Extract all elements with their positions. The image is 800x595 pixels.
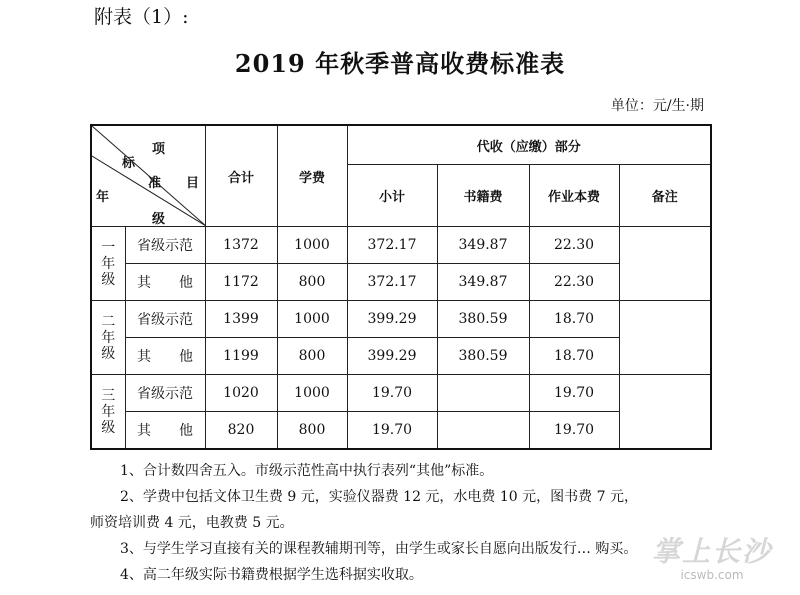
book-cell xyxy=(437,412,529,450)
workbook-cell: 19.70 xyxy=(529,375,619,412)
tuition-cell: 1000 xyxy=(277,375,347,412)
total-cell: 1372 xyxy=(205,227,277,264)
note-1: 1、合计数四舍五入。市级示范性高中执行表列“其他”标准。 xyxy=(120,463,494,479)
subtotal-cell: 19.70 xyxy=(347,412,437,450)
diag-item-label: 项 xyxy=(152,142,166,157)
header-subtotal: 小计 xyxy=(347,165,437,227)
header-collected-group: 代收（应缴）部分 xyxy=(347,125,711,165)
book-cell: 380.59 xyxy=(437,338,529,375)
tuition-cell: 1000 xyxy=(277,227,347,264)
workbook-cell: 22.30 xyxy=(529,227,619,264)
workbook-cell: 18.70 xyxy=(529,301,619,338)
table-row xyxy=(91,375,711,412)
header-workbook-fee: 作业本费 xyxy=(529,165,619,227)
table-row xyxy=(91,412,711,450)
note-2-continued: 师资培训费 4 元，电教费 5 元。 xyxy=(90,515,294,531)
fee-table xyxy=(90,124,712,450)
category-cell: 其 他 xyxy=(125,338,205,375)
book-cell: 349.87 xyxy=(437,264,529,301)
diag-mu-label: 目 xyxy=(186,176,200,191)
header-tuition: 学费 xyxy=(277,125,347,227)
tuition-cell: 1000 xyxy=(277,301,347,338)
unit-label: 单位：元/生·期 xyxy=(610,98,704,114)
watermark-url: icswb.com xyxy=(680,568,744,582)
total-cell: 1199 xyxy=(205,338,277,375)
total-cell: 1020 xyxy=(205,375,277,412)
grade-label-2: 二 年 级 xyxy=(91,301,125,375)
note-4: 4、高二年级实际书籍费根据学生选科据实收取。 xyxy=(120,567,423,583)
header-diagonal-cell xyxy=(91,125,205,227)
book-cell: 349.87 xyxy=(437,227,529,264)
table-row xyxy=(91,301,711,338)
header-total: 合计 xyxy=(205,125,277,227)
grade-label-3: 三 年 级 xyxy=(91,375,125,450)
note-2: 2、学费中包括文体卫生费 9 元，实验仪器费 12 元，水电费 10 元，图书费 7 元， xyxy=(120,489,638,505)
subtotal-cell: 19.70 xyxy=(347,375,437,412)
category-cell: 省级示范 xyxy=(125,375,205,412)
diag-nian-label: 年 xyxy=(96,190,110,205)
total-cell: 1399 xyxy=(205,301,277,338)
diag-biao-label: 标 xyxy=(122,156,136,171)
book-cell xyxy=(437,375,529,412)
diag-ji-label: 级 xyxy=(152,212,166,227)
category-cell: 省级示范 xyxy=(125,227,205,264)
workbook-cell: 18.70 xyxy=(529,338,619,375)
table-row xyxy=(91,338,711,375)
tuition-cell: 800 xyxy=(277,338,347,375)
table-row xyxy=(91,264,711,301)
grade-label-1: 一 年 级 xyxy=(91,227,125,301)
total-cell: 1172 xyxy=(205,264,277,301)
total-cell: 820 xyxy=(205,412,277,450)
book-cell: 380.59 xyxy=(437,301,529,338)
header-remarks: 备注 xyxy=(619,165,711,227)
category-cell: 其 他 xyxy=(125,264,205,301)
notes-section xyxy=(90,458,730,588)
note-3: 3、与学生学习直接有关的课程教辅期刊等，由学生或家长自愿向出版发行… 购买。 xyxy=(120,541,638,557)
diag-zhun-label: 准 xyxy=(148,176,162,191)
workbook-cell: 19.70 xyxy=(529,412,619,450)
subtotal-cell: 399.29 xyxy=(347,301,437,338)
attachment-label: 附表（1）: xyxy=(94,6,189,28)
watermark xyxy=(652,530,772,582)
subtotal-cell: 372.17 xyxy=(347,264,437,301)
page-title: 2019 年秋季普高收费标准表 xyxy=(234,49,566,78)
watermark-logo: 掌上长沙 xyxy=(651,535,772,568)
category-cell: 其 他 xyxy=(125,412,205,450)
remarks-cell xyxy=(619,375,711,450)
tuition-cell: 800 xyxy=(277,412,347,450)
workbook-cell: 22.30 xyxy=(529,264,619,301)
category-cell: 省级示范 xyxy=(125,301,205,338)
header-book-fee: 书籍费 xyxy=(437,165,529,227)
tuition-cell: 800 xyxy=(277,264,347,301)
remarks-cell xyxy=(619,227,711,301)
remarks-cell xyxy=(619,301,711,375)
table-row xyxy=(91,227,711,264)
subtotal-cell: 372.17 xyxy=(347,227,437,264)
subtotal-cell: 399.29 xyxy=(347,338,437,375)
